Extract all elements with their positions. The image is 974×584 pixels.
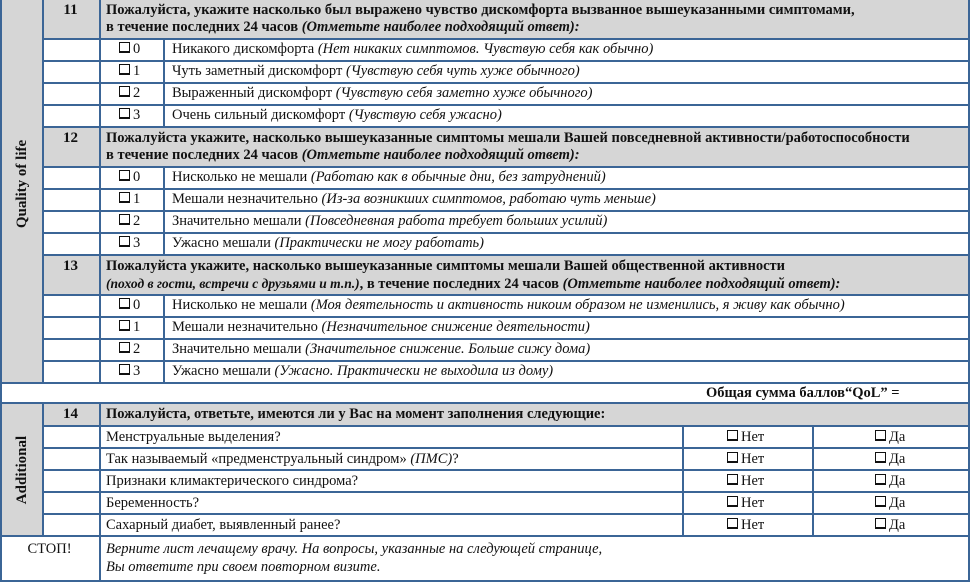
q11-option-2-checkbox[interactable]	[119, 85, 140, 102]
stop-instruction-line1: Верните лист лечащему врачу. На вопросы, указанные на следующей странице,	[106, 541, 603, 557]
item-italic: (ПМС)	[410, 451, 453, 467]
row-line	[42, 188, 969, 190]
stop-label: СТОП!	[27, 541, 72, 557]
checkbox-icon[interactable]	[875, 430, 886, 441]
checkbox-icon[interactable]	[119, 170, 130, 181]
checkbox-icon[interactable]	[119, 86, 130, 97]
row-line	[0, 535, 970, 537]
option-note: (Значительное снижение. Больше сижу дома)	[305, 341, 591, 357]
option-label: Чуть заметный дискомфорт	[172, 63, 346, 79]
option-value: 2	[133, 341, 141, 357]
option-value: 0	[133, 41, 141, 57]
checkbox-icon[interactable]	[119, 42, 130, 53]
q13-question-line2	[106, 275, 840, 293]
sidebar-divider-1	[42, 0, 44, 383]
q13-option-3-checkbox[interactable]	[119, 363, 140, 380]
option-label: Ужасно мешали	[172, 235, 275, 251]
no-label: Нет	[741, 429, 765, 445]
row-line	[42, 210, 969, 212]
row-line	[42, 254, 969, 256]
option-value: 3	[133, 235, 141, 251]
item-tail: ?	[452, 451, 459, 467]
option-label: Нисколько не мешали	[172, 297, 311, 313]
q12-option-1-checkbox[interactable]	[119, 191, 140, 208]
checkbox-icon[interactable]	[875, 474, 886, 485]
yes-col-divider	[812, 426, 814, 536]
checkbox-icon[interactable]	[119, 64, 130, 75]
q12-question-line2-italic: (Отметьте наиболее подходящий ответ):	[301, 147, 580, 163]
row-line	[42, 104, 969, 106]
row-line	[42, 316, 969, 318]
item-label: Беременность?	[106, 495, 200, 511]
section-label-additional: Additional	[14, 435, 30, 505]
row-line	[42, 425, 969, 427]
row-line	[42, 491, 969, 493]
q11-option-1	[172, 63, 580, 80]
option-label: Выраженный дискомфорт	[172, 85, 336, 101]
row-line	[42, 232, 969, 234]
q11-option-2	[172, 85, 592, 102]
q13-question-line2-italic-a: (поход в гости, встречи с друзьями и т.п.)	[106, 276, 360, 291]
q11-option-0-checkbox[interactable]	[119, 41, 140, 58]
q14-question: Пожалуйста, ответьте, имеются ли у Вас на момент заполнения следующие:	[106, 406, 606, 422]
option-note: (Чувствую себя чуть хуже обычного)	[345, 63, 580, 79]
q12-option-1	[172, 191, 656, 208]
q14-item-4-no[interactable]	[727, 517, 764, 534]
checkbox-icon[interactable]	[119, 298, 130, 309]
q12-option-0	[172, 169, 606, 186]
q11-question-line2-italic: (Отметьте наиболее подходящий ответ):	[301, 19, 580, 35]
q13-option-2	[172, 341, 590, 358]
option-note: (Моя деятельность и активность никоим образом не изменились, я живу как обычно)	[310, 297, 845, 313]
q11-option-3	[172, 107, 502, 124]
no-col-divider	[682, 426, 684, 536]
row-line	[42, 360, 969, 362]
q11-question-line2-bold: в течение последних 24 часов	[106, 19, 302, 35]
q13-number: 13	[63, 258, 78, 274]
option-value: 2	[133, 85, 141, 101]
option-label: Нисколько не мешали	[172, 169, 311, 185]
stop-instruction-line2: Вы ответите при своем повторном визите.	[106, 559, 381, 575]
yes-label: Да	[889, 451, 906, 467]
q14-item-0	[106, 429, 281, 446]
option-label: Очень сильный дискомфорт	[172, 107, 349, 123]
q14-item-4-yes[interactable]	[875, 517, 905, 534]
checkbox-icon[interactable]	[875, 518, 886, 529]
option-value: 1	[133, 63, 141, 79]
row-line	[42, 166, 969, 168]
row-line	[42, 513, 969, 515]
q12-question-line1: Пожалуйста укажите, насколько вышеуказанные симптомы мешали Вашей повседневной активности/работоспособности	[106, 130, 910, 146]
q14-item-2	[106, 473, 358, 490]
q14-item-3-no[interactable]	[727, 495, 764, 512]
q13-option-1	[172, 319, 590, 336]
checkbox-icon[interactable]	[875, 452, 886, 463]
row-line	[42, 294, 969, 296]
checkbox-icon[interactable]	[119, 342, 130, 353]
item-label: Сахарный диабет, выявленный ранее?	[106, 517, 341, 533]
q13-option-2-checkbox[interactable]	[119, 341, 140, 358]
checkbox-icon[interactable]	[119, 192, 130, 203]
row-line	[42, 38, 969, 40]
yes-label: Да	[889, 429, 906, 445]
no-label: Нет	[741, 473, 765, 489]
checkbox-icon[interactable]	[727, 474, 738, 485]
q11-question-line2	[106, 19, 580, 36]
qol-total-label: Общая сумма баллов“QoL” =	[706, 385, 900, 401]
q14-item-2-no[interactable]	[727, 473, 764, 490]
row-line	[42, 338, 969, 340]
option-note: (Нет никаких симптомов. Чувствую себя как обычно)	[317, 41, 654, 57]
section-label-quality-of-life: Quality of life	[14, 139, 30, 229]
q12-option-0-checkbox[interactable]	[119, 169, 140, 186]
yes-label: Да	[889, 473, 906, 489]
q14-item-1	[106, 451, 459, 468]
q14-item-1-yes[interactable]	[875, 451, 905, 468]
q12-number: 12	[63, 130, 78, 146]
q14-item-0-no[interactable]	[727, 429, 764, 446]
option-label: Значительно мешали	[172, 213, 306, 229]
border-right	[968, 0, 970, 582]
checkbox-icon[interactable]	[727, 430, 738, 441]
q11-number: 11	[63, 2, 78, 18]
option-value: 3	[133, 107, 141, 123]
q11-option-1-checkbox[interactable]	[119, 63, 140, 80]
option-note: (Повседневная работа требует больших усилий)	[305, 213, 608, 229]
no-label: Нет	[741, 451, 765, 467]
q12-option-3	[172, 235, 484, 252]
checkbox-icon[interactable]	[119, 236, 130, 247]
row-line	[0, 382, 970, 384]
q13-option-0	[172, 297, 845, 314]
q14-item-3	[106, 495, 199, 512]
no-label: Нет	[741, 495, 765, 511]
q11-option-0	[172, 41, 653, 58]
q14-number: 14	[63, 406, 78, 422]
checkbox-icon[interactable]	[727, 518, 738, 529]
q12-question-line2-bold: в течение последних 24 часов	[106, 147, 302, 163]
q14-item-3-yes[interactable]	[875, 495, 905, 512]
row-line	[42, 469, 969, 471]
checkbox-icon[interactable]	[119, 214, 130, 225]
option-value: 0	[133, 169, 141, 185]
option-value: 1	[133, 319, 141, 335]
option-note: (Практически не могу работать)	[274, 235, 484, 251]
checkbox-icon[interactable]	[727, 452, 738, 463]
q13-question-line2-bold: , в течение последних 24 часов	[359, 276, 563, 292]
option-note: (Чувствую себя ужасно)	[348, 107, 502, 123]
q12-option-2	[172, 213, 607, 230]
option-label: Никакого дискомфорта	[172, 41, 318, 57]
checkbox-icon[interactable]	[119, 364, 130, 375]
q13-option-1-checkbox[interactable]	[119, 319, 140, 336]
checkbox-icon[interactable]	[119, 320, 130, 331]
row-line	[42, 82, 969, 84]
option-value: 3	[133, 363, 141, 379]
checkbox-icon[interactable]	[875, 496, 886, 507]
border-left	[0, 0, 2, 582]
option-label: Мешали незначительно	[172, 319, 322, 335]
q11-option-3-checkbox[interactable]	[119, 107, 140, 124]
row-line	[42, 126, 969, 128]
q14-item-4	[106, 517, 340, 534]
border-bottom	[0, 580, 970, 582]
option-note: (Работаю как в обычные дни, без затруднений)	[310, 169, 606, 185]
item-label: Признаки климактерического синдрома?	[106, 473, 359, 489]
row-line	[0, 402, 970, 404]
row-line	[42, 60, 969, 62]
q13-question-line1: Пожалуйста укажите, насколько вышеуказанные симптомы мешали Вашей общественной активности	[106, 258, 786, 274]
checkbox-icon[interactable]	[119, 108, 130, 119]
option-note: (Из-за возникших симптомов, работаю чуть меньше)	[321, 191, 656, 207]
yes-label: Да	[889, 495, 906, 511]
item-label: Менструальные выделения?	[106, 429, 281, 445]
option-value: 1	[133, 191, 141, 207]
yes-label: Да	[889, 517, 906, 533]
q14-item-0-yes[interactable]	[875, 429, 905, 446]
row-line	[42, 447, 969, 449]
q11-question-line1: Пожалуйста, укажите насколько был выражено чувство дискомфорта вызванное вышеуказанными симптомами,	[106, 2, 855, 18]
q12-option-2-checkbox[interactable]	[119, 213, 140, 230]
q13-option-3	[172, 363, 553, 380]
option-value: 2	[133, 213, 141, 229]
num-col-divider-1	[99, 0, 101, 383]
checkbox-icon[interactable]	[727, 496, 738, 507]
option-note: (Ужасно. Практически не выходила из дому)	[274, 363, 554, 379]
option-value: 0	[133, 297, 141, 313]
q12-question-line2	[106, 147, 580, 164]
q12-option-3-checkbox[interactable]	[119, 235, 140, 252]
option-label: Ужасно мешали	[172, 363, 275, 379]
q13-question-line2-italic-b: (Отметьте наиболее подходящий ответ):	[562, 276, 841, 292]
q14-item-1-no[interactable]	[727, 451, 764, 468]
no-label: Нет	[741, 517, 765, 533]
option-label: Мешали незначительно	[172, 191, 322, 207]
option-note: (Чувствую себя заметно хуже обычного)	[335, 85, 593, 101]
q14-item-2-yes[interactable]	[875, 473, 905, 490]
option-note: (Незначительное снижение деятельности)	[321, 319, 590, 335]
item-label: Так называемый «предменструальный синдром»	[106, 451, 411, 467]
q13-option-0-checkbox[interactable]	[119, 297, 140, 314]
option-label: Значительно мешали	[172, 341, 306, 357]
